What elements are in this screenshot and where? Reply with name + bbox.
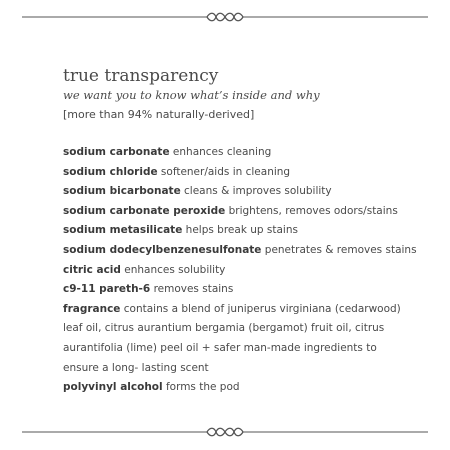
page-title: true transparency: [63, 66, 219, 86]
ingredient-item: [63, 163, 433, 183]
ingredient-description-line: ensure a long- lasting scent: [63, 361, 209, 374]
ingredient-item: [63, 221, 433, 241]
ingredient-item: [63, 280, 433, 300]
ingredient-name: fragrance: [63, 302, 121, 315]
ingredient-description: enhances cleaning: [172, 146, 272, 158]
ingredient-description-line: aurantifolia (lime) peel oil + safer man-made ingredients to: [63, 341, 377, 354]
ingredient-name: polyvinyl alcohol: [63, 381, 163, 394]
ingredient-name: sodium carbonate peroxide: [63, 204, 226, 217]
braided-knot-ornament-icon: [22, 427, 428, 437]
ingredient-description: forms the pod: [165, 381, 240, 394]
ingredient-item: [63, 241, 433, 261]
ingredient-list: [63, 143, 433, 398]
ingredient-item: [63, 261, 433, 281]
ingredient-description: penetrates & removes stains: [264, 243, 417, 256]
braided-knot-ornament-icon: [22, 12, 428, 22]
ingredient-description-line: leaf oil, citrus aurantium bergamia (bergamot) fruit oil, citrus: [63, 322, 385, 335]
ingredient-name: sodium bicarbonate: [63, 185, 181, 198]
ingredient-description: brightens, removes odors/stains: [228, 204, 398, 217]
bottom-divider: [22, 427, 428, 437]
ingredient-name: sodium chloride: [63, 165, 158, 178]
ingredient-description: contains a blend of juniperus virginiana (cedarwood): [123, 302, 401, 315]
ingredient-item: [63, 300, 433, 378]
ingredient-item: [63, 378, 433, 398]
ingredient-item: [63, 182, 433, 202]
ingredient-name: sodium dodecylbenzenesulfonate: [63, 243, 262, 256]
top-divider: [22, 12, 428, 22]
ingredient-item: [63, 202, 433, 222]
ingredient-name: sodium metasilicate: [63, 224, 183, 237]
subtitle: we want you to know what’s inside and why: [63, 88, 320, 102]
ingredient-description: softener/aids in cleaning: [160, 165, 291, 178]
ingredient-name: sodium carbonate: [63, 146, 170, 158]
ingredient-name: citric acid: [63, 263, 121, 276]
ingredient-name: c9-11 pareth-6: [63, 283, 151, 296]
naturally-derived-note: [more than 94% naturally-derived]: [63, 108, 255, 121]
ingredient-description: cleans & improves solubility: [184, 185, 332, 198]
ingredient-description: enhances solubility: [124, 263, 226, 276]
ingredient-description: helps break up stains: [185, 224, 298, 237]
ingredient-description: removes stains: [153, 283, 234, 296]
ingredient-item: [63, 143, 433, 163]
